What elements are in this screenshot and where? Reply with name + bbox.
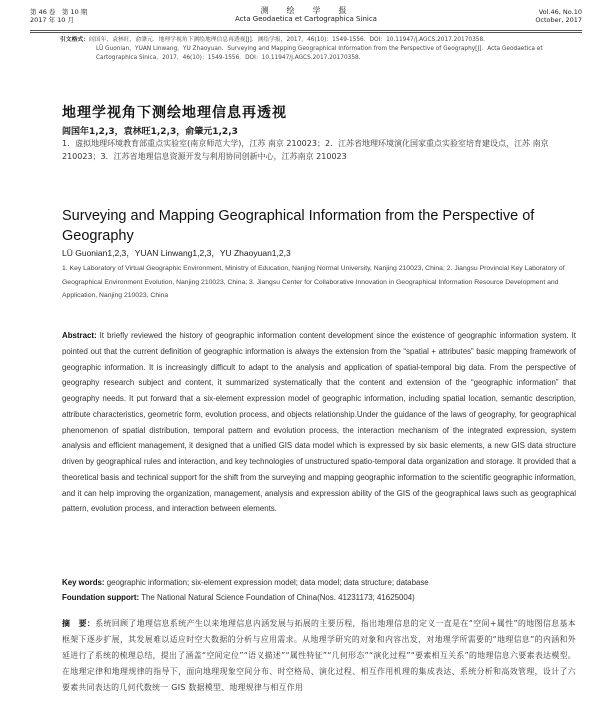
authors-cn: 闾国年1,2,3，袁林旺1,2,3，俞肇元1,2,3 <box>62 127 238 137</box>
volume-issue-en: Vol.46, No.10 <box>538 8 582 16</box>
citation-cn: 闾国年，袁林旺，俞肇元．地理学视角下测绘地理信息再透视[J]．测绘学报，2017，46(10)：1549-1556．DOI：10.11947/j.AGCS.2017.20170358. <box>89 37 486 43</box>
header-center <box>30 6 582 24</box>
foundation-support <box>62 590 576 605</box>
running-header <box>30 6 582 30</box>
header-rule-bottom <box>30 32 582 33</box>
citation-en: LÜ Guonian，YUAN Linwang，YU Zhaoyuan．Surveying and Mapping Geographical Information from the Perspective of Geography[J]．Acta Geodaetica et Cartographica Sinica，2017，46(10)：1549-1556．DOI：10.11947/j.AGCS.2017.20170358. <box>96 46 543 61</box>
date-cn: 2017 年 10 月 <box>30 16 75 24</box>
affiliation-en: 1. Key Laboratory of Virtual Geographic Environment, Ministry of Education, Nanjing Normal University, Nanjing 210023, China; 2. Jiangsu Provincial Key Laboratory of Geographical Environment Evolution, Nanjing 210023, China; 3. Jiangsu Center for Collaborative Innovation in Geographical Information Resource Development and Application, Nanjing 210023, China <box>62 265 565 299</box>
header-right <box>535 8 582 24</box>
citation-label: 引文格式： <box>60 37 89 43</box>
affiliation-cn: 1．虚拟地理环境教育部重点实验室(南京师范大学)，江苏 南京 210023；2．江苏省地理环境演化国家重点实验室培育建设点，江苏 南京 210023；3．江苏省地理信息资源开发与利用协同创新中心，江苏南京 210023 <box>62 139 549 161</box>
foundation-label: Foundation support: <box>62 593 140 602</box>
date-en: October, 2017 <box>535 16 582 24</box>
header-rule-top <box>30 30 582 31</box>
keywords-text: geographic information; six-element expression model; data model; data structure; database <box>104 578 429 587</box>
journal-name-cn: 测 绘 学 报 <box>260 6 352 15</box>
abstract-cn-label: 摘 要： <box>62 619 96 628</box>
title-cn: 地理学视角下测绘地理信息再透视 <box>62 105 287 121</box>
foundation-text: The National Natural Science Foundation of China(Nos. 41231173; 41625004) <box>139 593 415 602</box>
keywords-label: Key words: <box>62 578 105 587</box>
volume-issue-cn: 第 46 卷 第 10 期 <box>30 8 88 16</box>
abstract-en <box>62 328 576 517</box>
abstract-label: Abstract: <box>62 331 97 340</box>
title-en: Surveying and Mapping Geographical Information from the Perspective of Geography <box>62 208 535 244</box>
keywords <box>62 575 576 590</box>
journal-name-en: Acta Geodaetica et Cartographica Sinica <box>235 15 377 23</box>
abstract-text: It briefly reviewed the history of geographic information content development since the existence of geographic information system. It pointed out that the current definition of geographic information is always the extension from the “spatial + attributes” basic mapping framework of geographic information. It is increasingly difficult to adapt to the analysis and application of spatial-temporal big data. From the perspective of geography research subject and content, it summarized systematically that the content and extension of the “geographic information” that geography needs. It put forward that a six-element expression model of geographic information, including spatial location, semantic description, attribute characteristics, geometric form, evolution process, and objects relationship.Under the guidance of the laws of geography, for geographical phenomenon of spatial distribution, temporal pattern and evolution process, the interaction mechanism of the integrated expression, system analysis and efficient management, it designed that a unified GIS data model which is expressed by six basic elements, a new GIS data structure driven by geographical rules and interaction, and key technologies of unstructured spatio-temporal data organization and storage. It provided that a theoretical basis and technical support for the shift from the surveying and mapping geographic information to the scientific geographic information, and it can help improving the organization, management, analysis and expression ability of the GIS of the geographical laws such as geographical pattern, evolution process, and interaction between elements. <box>62 331 576 514</box>
abstract-cn <box>62 616 576 696</box>
authors-en: LÜ Guonian1,2,3，YUAN Linwang1,2,3，YU Zhaoyuan1,2,3 <box>62 248 291 258</box>
abstract-cn-text: 系统回顾了地理信息系统产生以来地理信息内涵发展与拓展的主要历程，指出地理信息的定义一直是在“空间+属性”的地图信息基本框架下逐步扩展，其发展难以适应时空大数据的分析与应用需求。从地理学研究的对象和内容出发，对地理学所需要的“地理信息”的内涵和外延进行了系统的梳理总结，提出了涵盖“空间定位”“语义描述”“属性特征”“几何形态”“演化过程”“要素相互关系”的地理信息六要素表达模型。在地理定律和地理规律的指导下，面向地理现象空间分布、时空格局、演化过程、相互作用机理的集成表达、系统分析和高效管理，设计了六要素共同表达的几何代数统一 GIS 数据模型、地理规律与相互作用 <box>62 619 577 692</box>
citation-block <box>60 36 580 63</box>
